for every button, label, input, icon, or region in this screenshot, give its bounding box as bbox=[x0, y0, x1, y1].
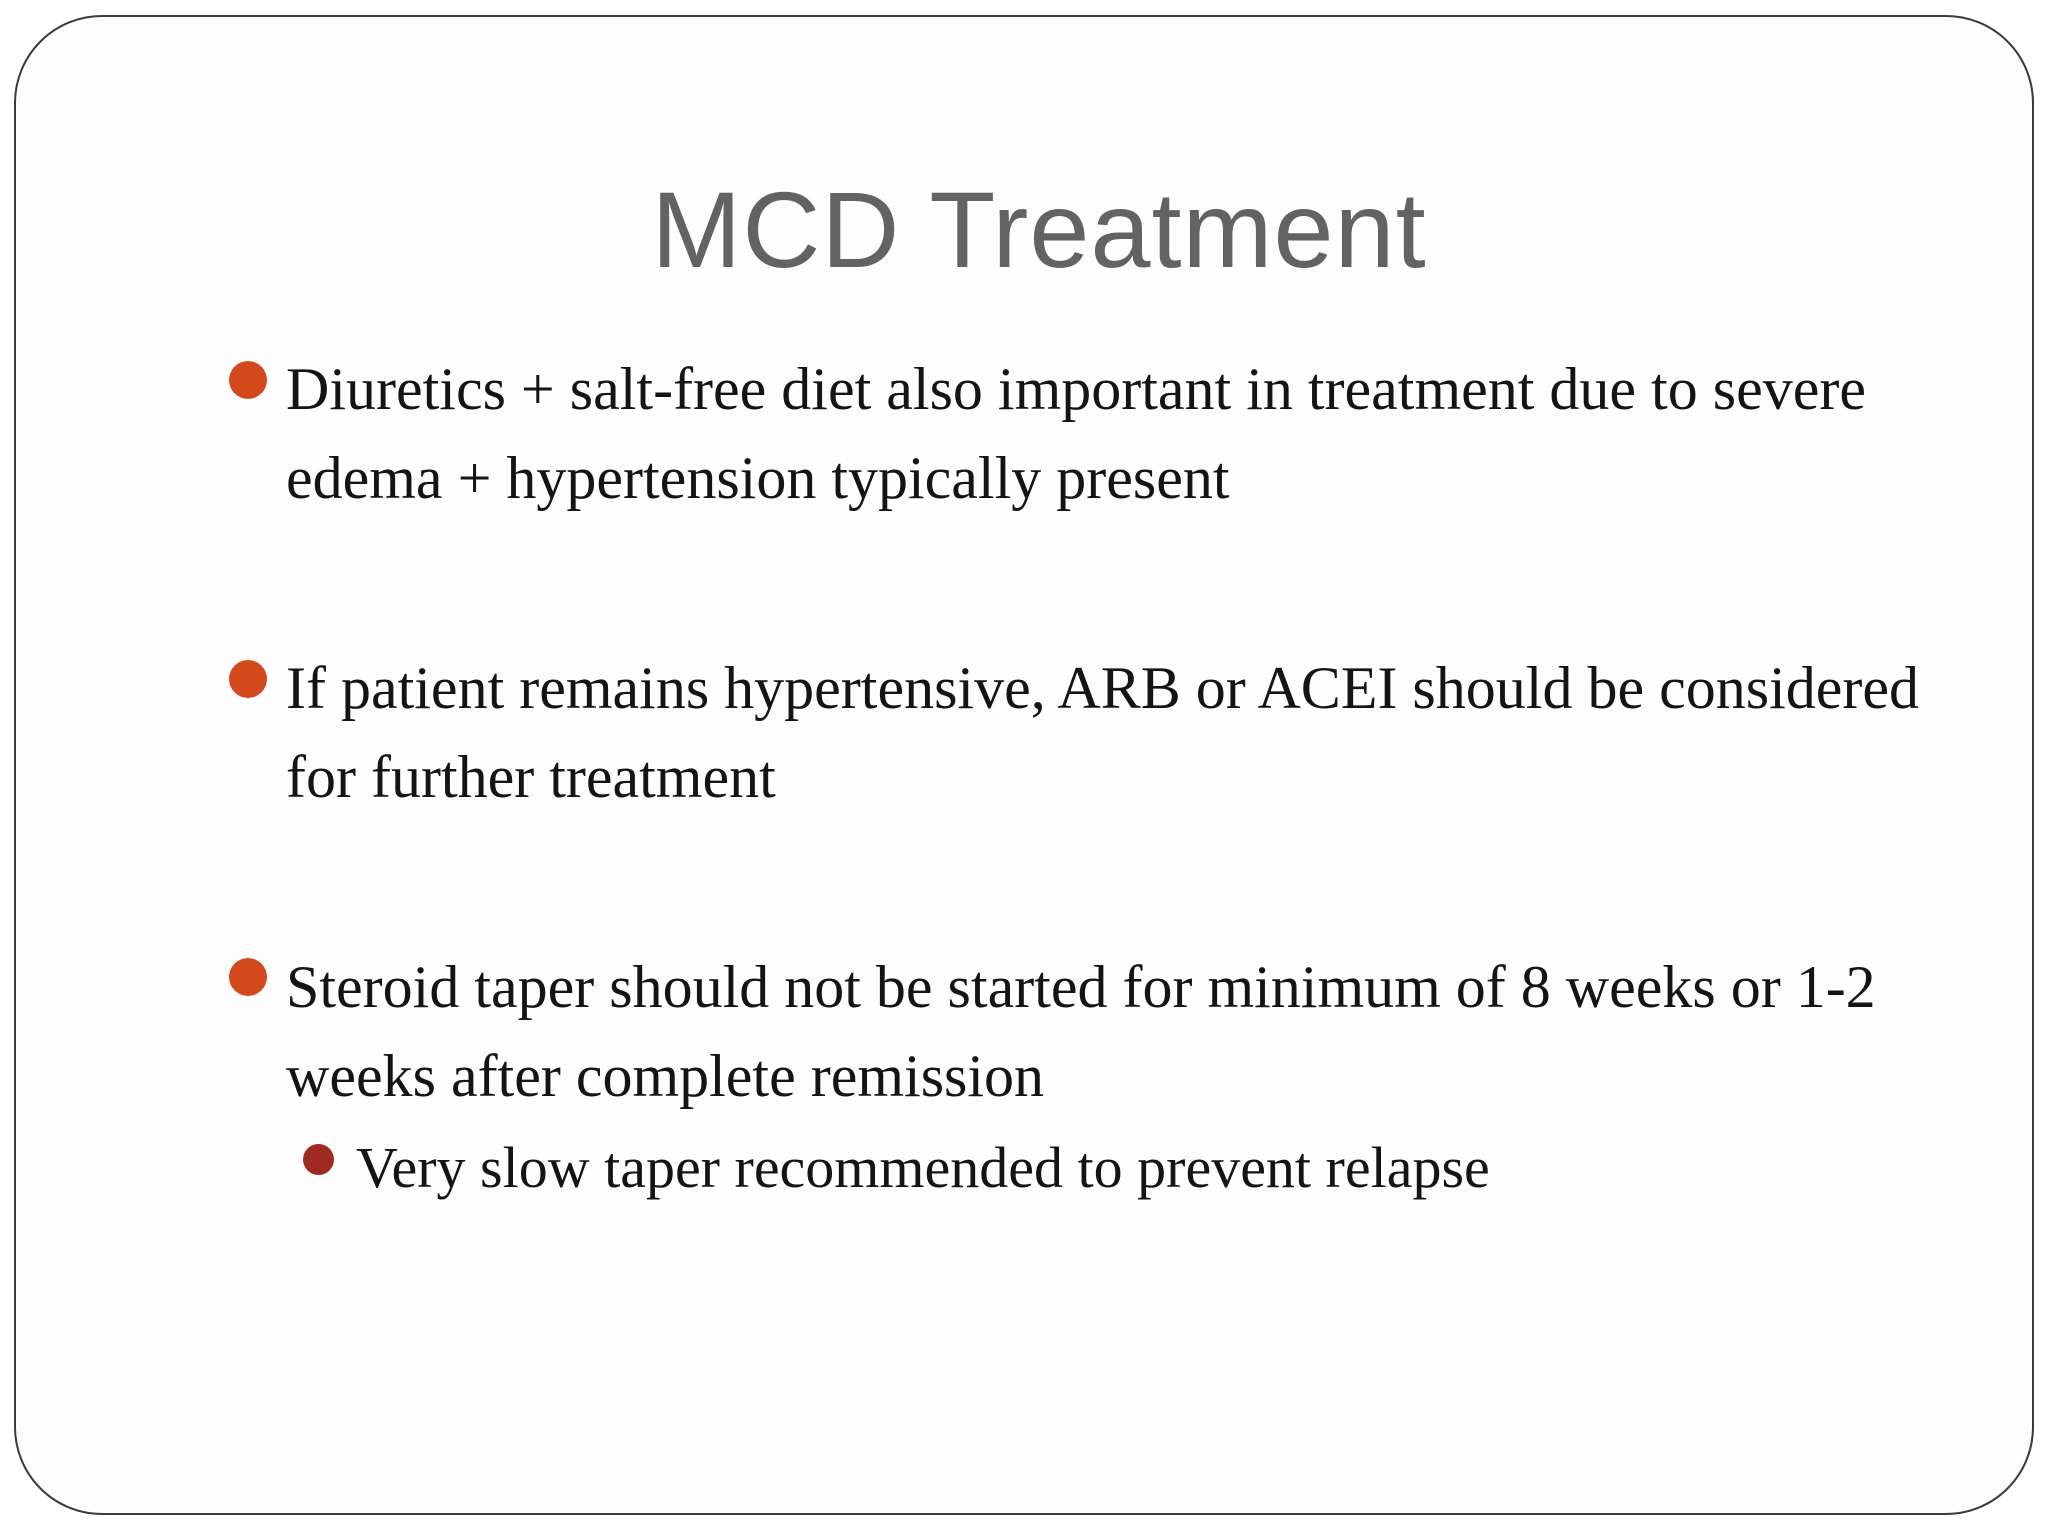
bullet-item: Diuretics + salt-free diet also important in treatment due to severe edema + hypertension typically present bbox=[286, 356, 1866, 511]
bullet-item: Steroid taper should not be started for minimum of 8 weeks or 1-2 weeks after complete remission bbox=[286, 954, 1876, 1109]
sub-bullet-item: Very slow taper recommended to prevent relapse bbox=[356, 1135, 1490, 1200]
sub-bullet-dot-icon bbox=[303, 1144, 334, 1175]
bullet-dot-icon bbox=[229, 660, 267, 698]
bullet-item: If patient remains hypertensive, ARB or ACEI should be considered for further treatment bbox=[286, 655, 1919, 810]
bullet-dot-icon bbox=[229, 361, 267, 399]
bullet-dot-icon bbox=[229, 958, 267, 996]
slide-title: MCD Treatment bbox=[651, 169, 1427, 290]
